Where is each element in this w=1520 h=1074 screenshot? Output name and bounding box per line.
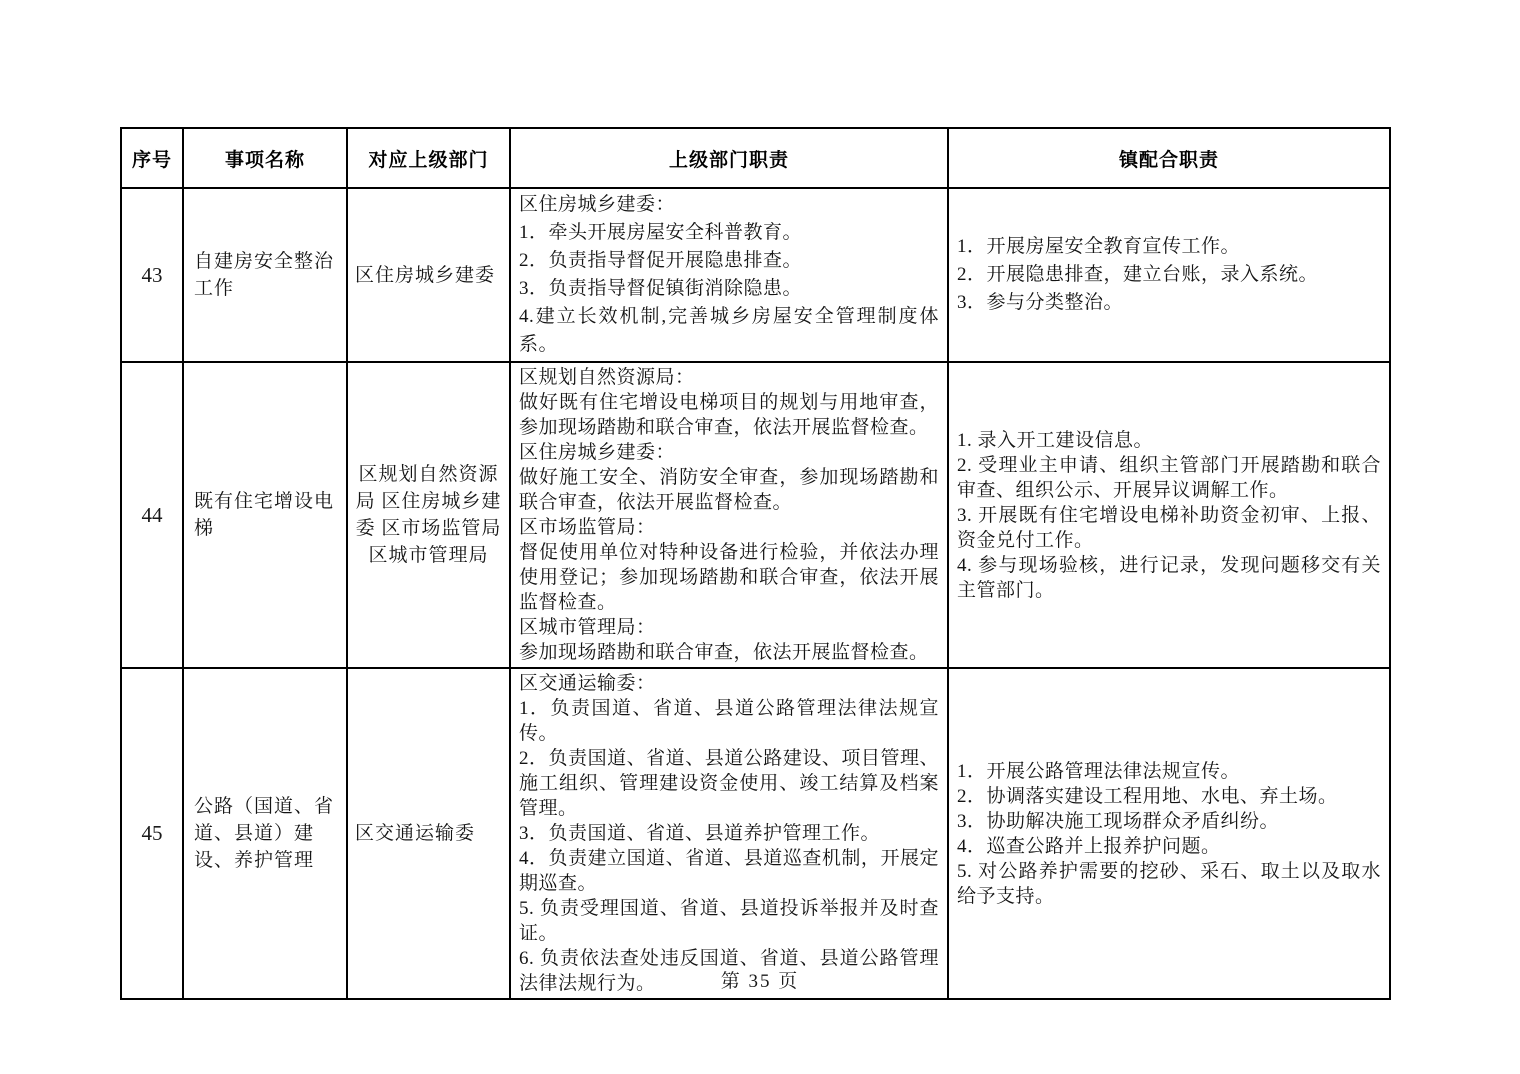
duty-line: 1．牵头开展房屋安全科普教育。 — [519, 222, 803, 243]
duty-line: 1．负责国道、省道、县道公路管理法律法规宣传。 — [519, 698, 939, 744]
duty-line: 4. 参与现场验核，进行记录，发现问题移交有关主管部门。 — [957, 554, 1381, 601]
duty-line: 1. 录入开工建设信息。 — [957, 429, 1154, 451]
page-number-footer: 第 35 页 — [720, 971, 800, 992]
duty-line: 2. 受理业主申请、组织主管部门开展踏勘和联合审查、组织公示、开展异议调解工作。 — [957, 454, 1381, 501]
town-duties-cell — [948, 668, 1390, 999]
duty-line: 3．参与分类整治。 — [957, 292, 1124, 313]
duty-line: 3．负责指导督促镇街消除隐患。 — [519, 278, 803, 299]
superior-duties-cell — [510, 668, 948, 999]
town-duties-cell — [948, 362, 1390, 668]
duty-line: 2．协调落实建设工程用地、水电、弃土场。 — [957, 785, 1338, 807]
serial-cell: 44 — [121, 362, 183, 668]
duty-line: 5. 负责受理国道、省道、县道投诉举报并及时查证。 — [519, 898, 939, 944]
duty-line: 区交通运输委： — [519, 673, 656, 694]
superior-duties-cell — [510, 188, 948, 362]
duty-line: 4．巡查公路并上报养护问题。 — [957, 835, 1221, 857]
duty-line: 2．负责指导督促开展隐患排查。 — [519, 250, 803, 271]
header-superior-department: 对应上级部门 — [347, 128, 510, 188]
table-row-45 — [121, 668, 1390, 999]
header-town-duties: 镇配合职责 — [948, 128, 1390, 188]
town-duties-cell — [948, 188, 1390, 362]
duty-line: 区住房城乡建委： — [519, 194, 676, 215]
duty-line: 3．协助解决施工现场群众矛盾纠纷。 — [957, 810, 1280, 832]
department-cell: 区住房城乡建委 — [347, 188, 510, 362]
duty-line: 区城市管理局： — [519, 617, 656, 638]
serial-cell: 45 — [121, 668, 183, 999]
duty-line: 区规划自然资源局： — [519, 367, 695, 388]
superior-duties-cell — [510, 362, 948, 668]
header-superior-duties: 上级部门职责 — [510, 128, 948, 188]
header-item-name: 事项名称 — [183, 128, 347, 188]
duty-line: 区住房城乡建委： — [519, 442, 676, 463]
duty-line: 1．开展公路管理法律法规宣传。 — [957, 760, 1241, 782]
duty-line: 参加现场踏勘和联合审查，依法开展监督检查。 — [519, 642, 929, 663]
duty-line: 3．负责国道、省道、县道养护管理工作。 — [519, 823, 881, 844]
item-name-cell: 自建房安全整治工作 — [183, 188, 347, 362]
header-serial: 序号 — [121, 128, 183, 188]
duty-line: 4．负责建立国道、省道、县道巡查机制，开展定期巡查。 — [519, 848, 939, 894]
duty-line: 1．开展房屋安全教育宣传工作。 — [957, 236, 1241, 257]
duty-line: 做好既有住宅增设电梯项目的规划与用地审查，参加现场踏勘和联合审查，依法开展监督检查。 — [519, 392, 939, 438]
table-header-row — [121, 128, 1390, 188]
duty-line: 6. 负责依法查处违反国道、省道、县道公路管理法律法规行为。 — [519, 948, 939, 994]
duty-line: 2．开展隐患排查，建立台账，录入系统。 — [957, 264, 1319, 285]
duty-line: 3. 开展既有住宅增设电梯补助资金初审、上报、资金兑付工作。 — [957, 504, 1381, 551]
duty-line: 5. 对公路养护需要的挖砂、采石、取土以及取水给予支持。 — [957, 860, 1381, 907]
duty-line: 做好施工安全、消防安全审查，参加现场踏勘和联合审查，依法开展监督检查。 — [519, 467, 939, 513]
duty-line: 区市场监管局： — [519, 517, 656, 538]
item-name-cell: 既有住宅增设电梯 — [183, 362, 347, 668]
duty-line: 4.建立长效机制,完善城乡房屋安全管理制度体系。 — [519, 306, 939, 355]
duty-line: 督促使用单位对特种设备进行检验，并依法办理使用登记；参加现场踏勘和联合审查，依法开展监督检查。 — [519, 542, 939, 613]
item-name-cell: 公路（国道、省道、县道）建设、养护管理 — [183, 668, 347, 999]
duties-table — [120, 127, 1391, 1000]
department-cell: 区交通运输委 — [347, 668, 510, 999]
serial-cell: 43 — [121, 188, 183, 362]
table-row-44 — [121, 362, 1390, 668]
department-cell: 区规划自然资源局 区住房城乡建委 区市场监管局 区城市管理局 — [347, 362, 510, 668]
table-row-43 — [121, 188, 1390, 362]
duty-line: 2．负责国道、省道、县道公路建设、项目管理、施工组织、管理建设资金使用、竣工结算及档案管理。 — [519, 748, 939, 819]
